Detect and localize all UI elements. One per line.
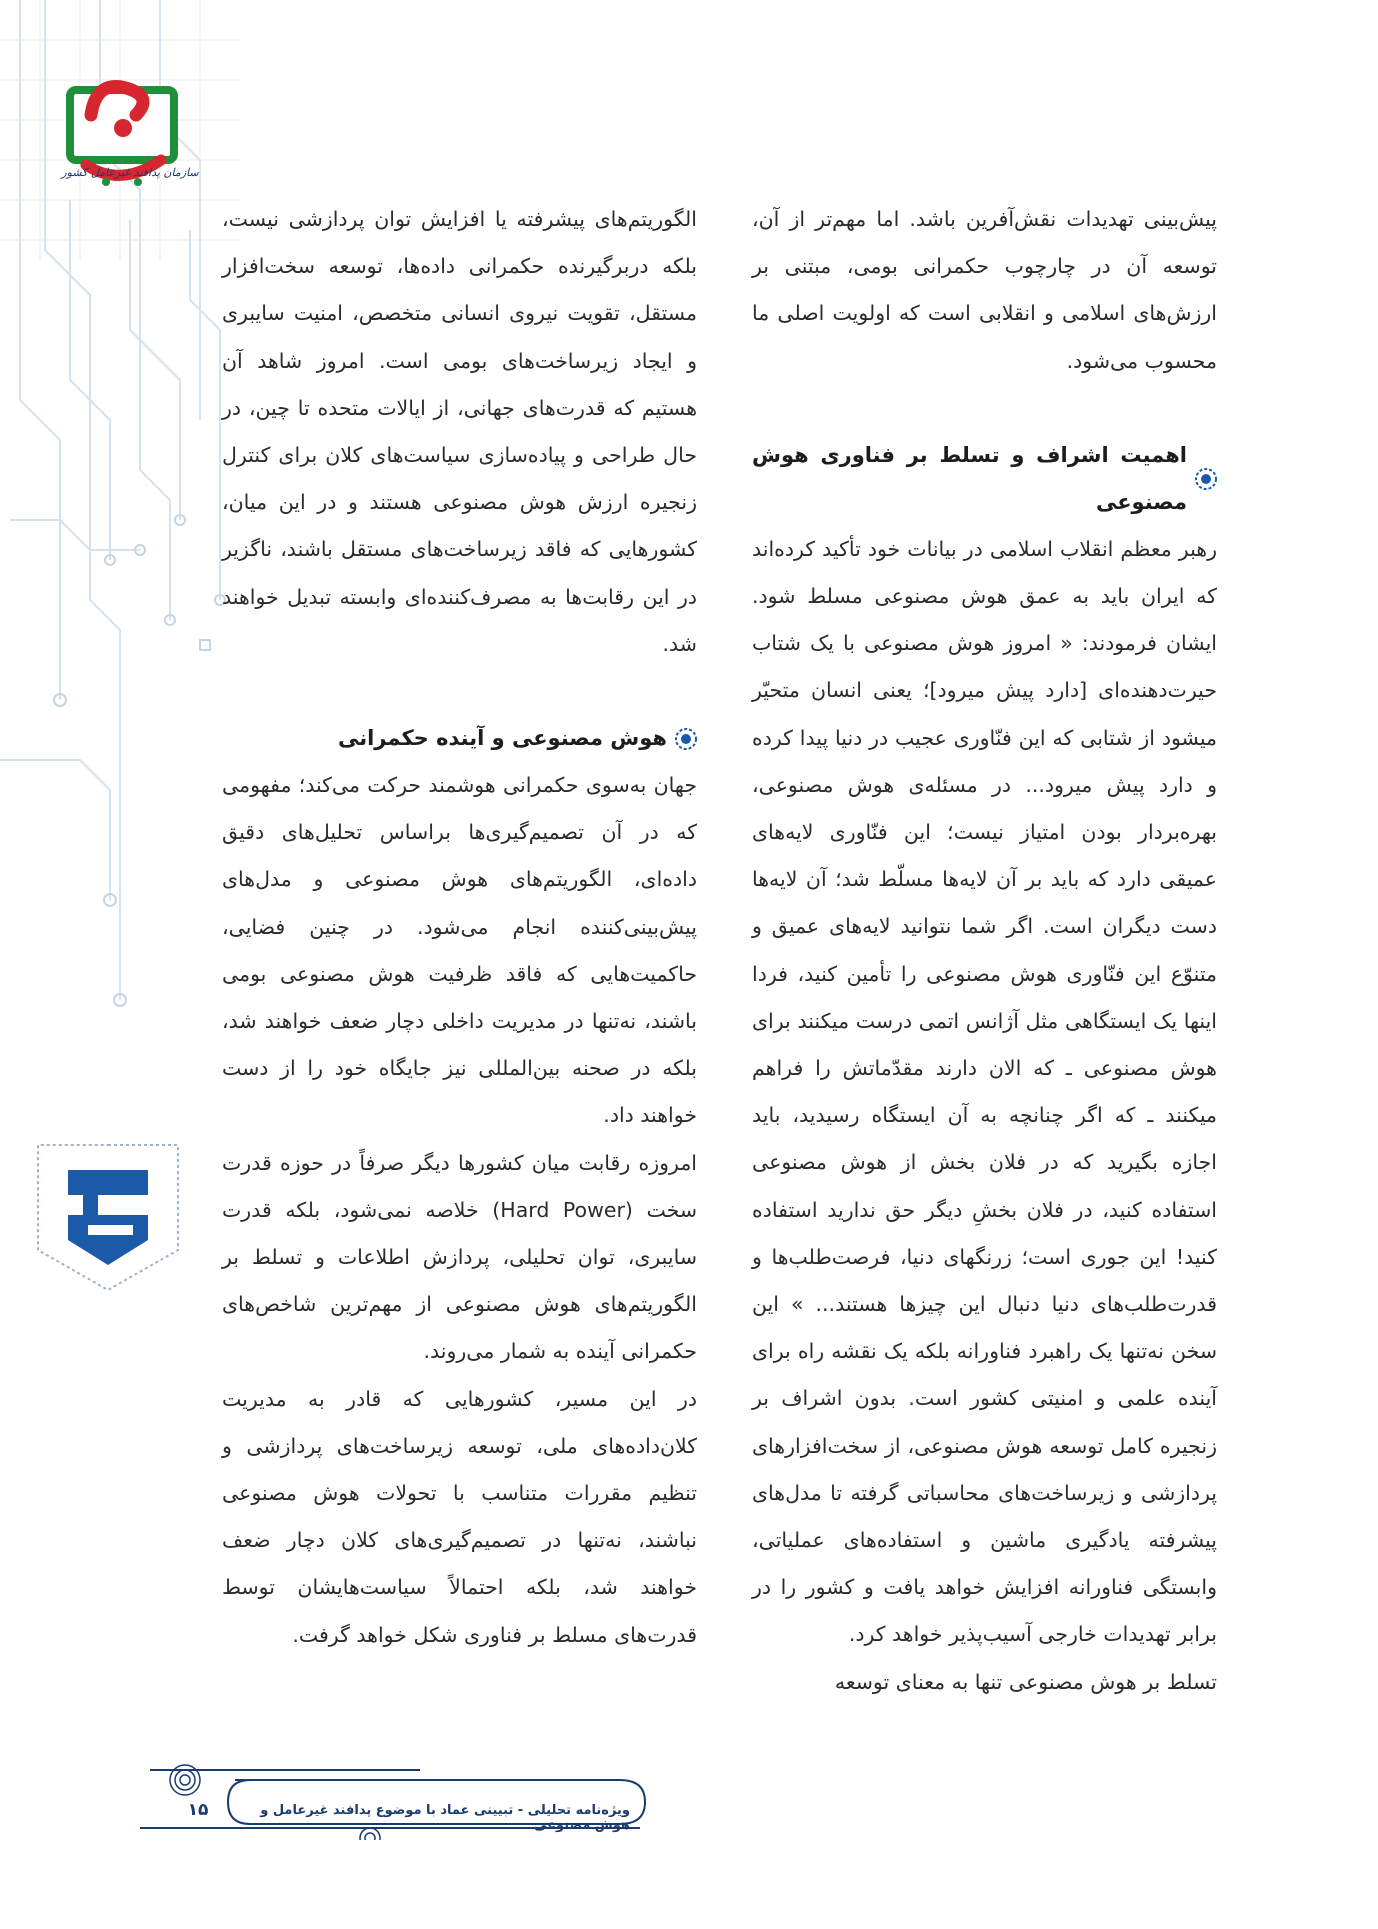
left-paragraph-2: امروزه رقابت میان کشورها دیگر صرفاً در حوزه قدرت سخت (Hard Power) خلاصه نمی‌شود، بلکه قدرت سایبری، توان تحلیلی، پردازش اطلاعات و تسلط بر الگوریتم‌های هوش مصنوعی از مهم‌ترین شاخص‌های حکمرانی آینده به شمار می‌روند.: [222, 1150, 697, 1364]
left-intro-paragraph: الگوریتم‌های پیشرفته یا افزایش توان پردازشی نیست، بلکه دربرگیرنده حکمرانی داده‌ها، توسعه سخت‌افزار مستقل، تقویت نیروی انسانی متخصص، امنیت سایبری و ایجاد زیرساخت‌های بومی است. امروز شاهد آن هستیم که قدرت‌های جهانی، از ایالات متحده تا چین، در حال طراحی و پیاده‌سازی سیاست‌های کلان برای کنترل زنجیره ارزش هوش مصنوعی هستند و در این میان، کشورهایی که فاقد زیرساخت‌های مستقل باشند، ناگزیر در این رقابت‌ها به مصرف‌کننده‌ای وابسته تبدیل خواهند شد.: [222, 207, 697, 656]
organization-logo: [66, 70, 181, 205]
footer-decoration: [0, 1740, 1378, 1840]
footer-title: ویژه‌نامه تحلیلی - تبیینی عماد با موضوع پدافند غیرعامل و هوش مصنوعی: [260, 1803, 630, 1833]
right-tail-paragraph: تسلط بر هوش مصنوعی تنها به معنای توسعه: [834, 1669, 1217, 1694]
right-column: [752, 196, 1217, 1706]
section-heading-ai-governance: [222, 715, 697, 762]
section-heading-text: اهمیت اشراف و تسلط بر فناوری هوش مصنوعی: [752, 442, 1187, 514]
left-paragraph-3: در این مسیر، کشورهایی که قادر به مدیریت کلان‌داده‌های ملی، توسعه زیرساخت‌های پردازشی و تنظیم مقررات متناسب با تحولات هوش مصنوعی نباشند، نه‌تنها در تصمیم‌گیری‌های کلان دچار ضعف خواهند شد، بلکه احتمالاً سیاست‌هایشان توسط قدرت‌های مسلط بر فناوری شکل خواهد گرفت.: [222, 1386, 697, 1647]
logo-caption: سازمان پدافند غیرعامل کشور: [61, 166, 199, 179]
section-bullet-icon: [1195, 468, 1217, 490]
page-number: ۱۵: [187, 1800, 209, 1820]
right-body-paragraph: رهبر معظم انقلاب اسلامی در بیانات خود تأکید کرده‌اند که ایران باید به عمق هوش مصنوعی مسلط شود. ایشان فرمودند: « امروز هوش مصنوعی با یک شتاب حیرت‌دهنده‌ای [دارد پیش میرود]؛ یعنی انسان متحیّر میشود از شتابی که این فنّاوری عجیب در دنیا پیدا کرده و دارد پیش میرود... در مسئله‌ی هوش مصنوعی، بهره‌بردار بودن امتیاز نیست؛ این فنّاوری لایه‌های عمیقی دارد که باید بر آن لایه‌ها مسلّط شد؛ آن لایه‌ها دست دیگران است. اگر شما نتوانید لایه‌های عمیق و متنوّع این فنّاوری هوش مصنوعی را تأمین کنید، فردا اینها یک ایستگاهی مثل آژانس اتمی درست میکنند برای هوش مصنوعی ـ که الان دارند مقدّماتش را فراهم میکنند ـ که اگر چنانچه به آن ایستگاه رسیدید، باید اجازه بگیرید که در فلان بخش از هوش مصنوعی استفاده کنید، در فلان بخشِ دیگر حق ندارید استفاده کنید! این جوری است؛ زرنگهای دنیا، فرصت‌طلب‌ها و قدرت‌طلب‌های دنیا دنبال این چیزها هستند... » این سخن نه‌تنها یک راهبرد فناورانه بلکه یک نقشه راه برای آینده علمی و امنیتی کشور است. بدون اشراف بر زنجیره کامل توسعه هوش مصنوعی، از سخت‌افزارهای پردازشی و زیرساخت‌های محاسباتی گرفته تا مدل‌های پیشرفته یادگیری ماشین و استفاده‌های عملیاتی، وابستگی فناورانه افزایش خواهد یافت و کشور را در برابر تهدیدات خارجی آسیب‌پذیر خواهد کرد.: [752, 536, 1217, 1647]
section-bullet-icon: [675, 728, 697, 750]
right-intro-paragraph: پیش‌بینی تهدیدات نقش‌آفرین باشد. اما مهم‌تر از آن، توسعه آن در چارچوب حکمرانی بومی، مبتنی بر ارزش‌های اسلامی و انقلابی است که اولویت اصلی ما محسوب می‌شود.: [752, 207, 1217, 373]
section-heading-ai-mastery: [752, 432, 1217, 526]
emad-logo: [28, 1140, 188, 1300]
section-heading-text: هوش مصنوعی و آینده حکمرانی: [337, 726, 667, 751]
left-paragraph-1: جهان به‌سوی حکمرانی هوشمند حرکت می‌کند؛ مفهومی که در آن تصمیم‌گیری‌ها براساس تحلیل‌های دقیق داده‌ای، الگوریتم‌های هوش مصنوعی و مدل‌های پیش‌بینی‌کننده انجام می‌شود. در چنین فضایی، حاکمیت‌هایی که فاقد ظرفیت هوش مصنوعی بومی باشند، نه‌تنها در مدیریت داخلی دچار ضعف خواهند شد، بلکه در صحنه بین‌المللی نیز جایگاه خود را از دست خواهند داد.: [222, 773, 697, 1128]
left-column: [222, 196, 697, 1659]
